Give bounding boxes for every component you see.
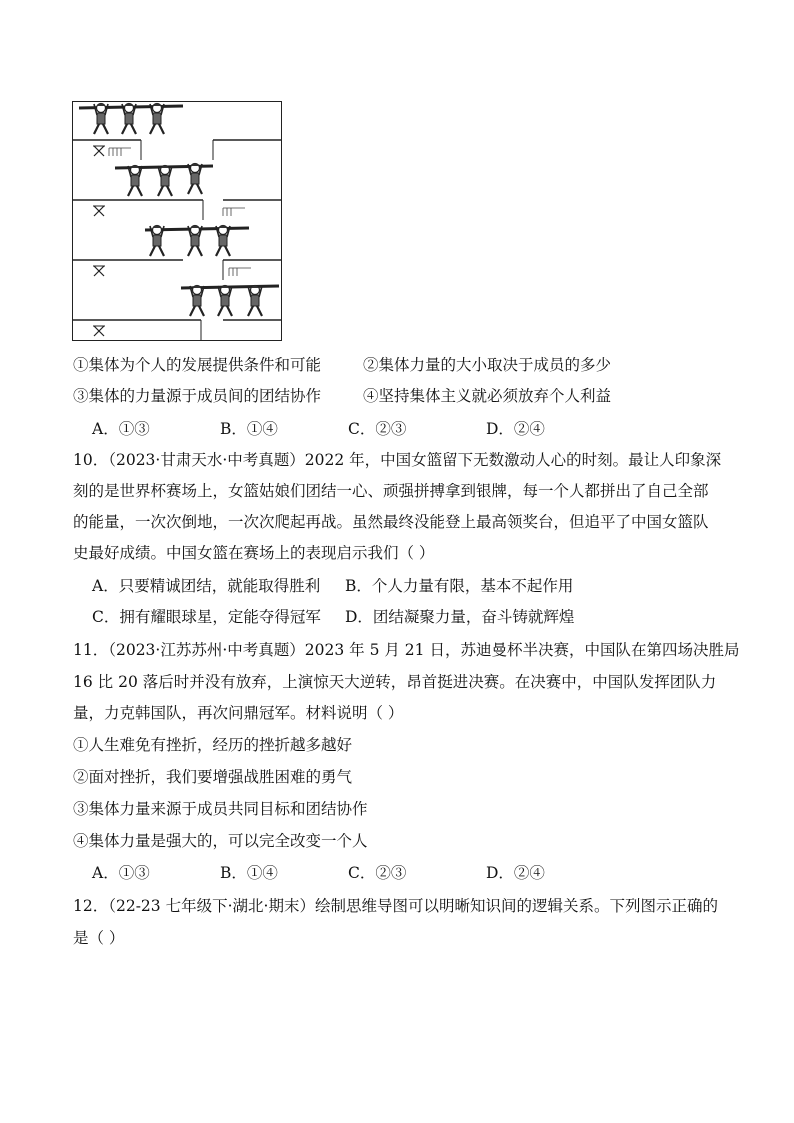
q10-option-a[interactable]: A．只要精诚团结，就能取得胜利	[92, 577, 321, 595]
q11-option-c[interactable]: C．②③	[348, 864, 407, 882]
q11-option-b[interactable]: B．①④	[220, 864, 278, 882]
q12-text-line-1: 12．（22-23 七年级下·湖北·期末）绘制思维导图可以明晰知识间的逻辑关系。下列图示正确的	[73, 897, 718, 915]
q9-statement-1: ①集体为个人的发展提供条件和可能	[73, 356, 322, 374]
q10-option-d[interactable]: D．团结凝聚力量，奋斗铸就辉煌	[345, 608, 575, 626]
cartoon-figure	[72, 101, 282, 341]
q9-statement-4: ④坚持集体主义就必须放弃个人利益	[363, 387, 612, 405]
q9-option-b[interactable]: B．①④	[220, 420, 278, 438]
q11-statement-1: ①人生难免有挫折，经历的挫折越多越好	[73, 736, 353, 754]
q11-statement-3: ③集体力量来源于成员共同目标和团结协作	[73, 800, 368, 818]
q11-text-line-1: 11．（2023·江苏苏州·中考真题）2023 年 5 月 21 日，苏迪曼杯半决赛，中国队在第四场决胜局	[73, 641, 740, 659]
q9-option-d[interactable]: D．②④	[486, 420, 545, 438]
q9-option-c[interactable]: C．②③	[348, 420, 407, 438]
q11-statement-2: ②面对挫折，我们要增强战胜困难的勇气	[73, 768, 353, 786]
q9-option-a[interactable]: A．①③	[92, 420, 150, 438]
q10-text-line-3: 的能量，一次次倒地，一次次爬起再战。虽然最终没能登上最高领奖台，但追平了中国女篮队	[73, 513, 709, 531]
q9-statement-2: ②集体力量的大小取决于成员的多少	[363, 356, 612, 374]
q12-text-line-2: 是（ ）	[73, 929, 125, 947]
q11-text-line-3: 量，力克韩国队，再次问鼎冠军。材料说明（ ）	[73, 704, 404, 722]
q11-statement-4: ④集体力量是强大的，可以完全改变一个人	[73, 832, 368, 850]
q10-option-b[interactable]: B．个人力量有限，基本不起作用	[345, 577, 574, 595]
q11-text-line-2: 16 比 20 落后时并没有放弃，上演惊天大逆转，昂首挺进决赛。在决赛中，中国队发挥团队力	[73, 673, 717, 691]
q10-option-c[interactable]: C．拥有耀眼球星，定能夺得冠军	[92, 608, 321, 626]
q11-option-a[interactable]: A．①③	[92, 864, 150, 882]
q10-text-line-2: 刻的是世界杯赛场上，女篮姑娘们团结一心、顽强拼搏拿到银牌，每一个人都拼出了自己全部	[73, 482, 709, 500]
teamwork-plank-illustration	[73, 102, 281, 340]
q10-text-line-1: 10．（2023·甘肃天水·中考真题）2022 年，中国女篮留下无数激动人心的时刻。最让人印象深	[73, 451, 722, 469]
q10-text-line-4: 史最好成绩。中国女篮在赛场上的表现启示我们（ ）	[73, 544, 435, 562]
q11-option-d[interactable]: D．②④	[486, 864, 545, 882]
q9-statement-3: ③集体的力量源于成员间的团结协作	[73, 387, 322, 405]
